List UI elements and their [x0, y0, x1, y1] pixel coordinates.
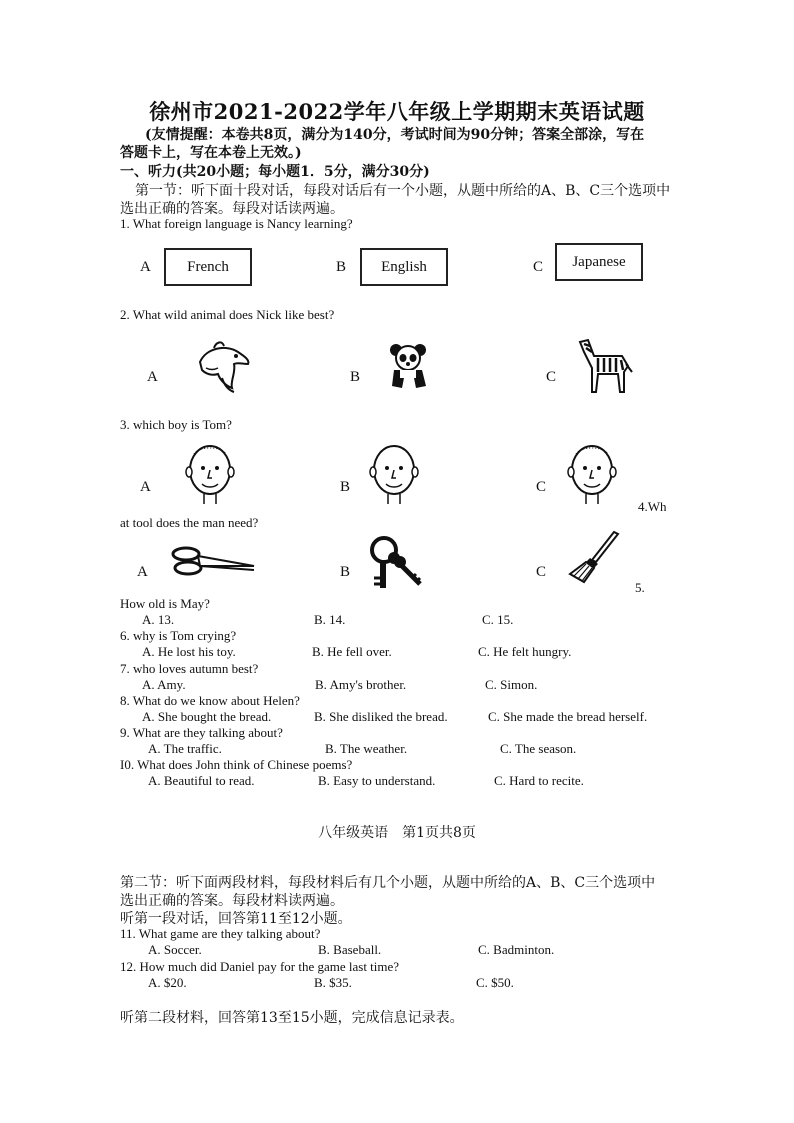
option-letter-c: C — [536, 564, 547, 580]
section2-instruction-2: 选出正确的答案。每段材料读两遍。 — [120, 893, 344, 909]
question-4: at tool does the man need? — [120, 515, 259, 530]
boy-face-icon — [184, 440, 236, 506]
part1-heading: 一、听力(共20小题；每小题1．5分，满分30分) — [120, 164, 430, 180]
q8-option-b: B. She disliked the bread. — [314, 709, 448, 724]
q10-option-c: C. Hard to recite. — [494, 773, 584, 788]
question-8: 8. What do we know about Helen? — [120, 693, 300, 708]
q6-option-a: A. He lost his toy. — [142, 644, 236, 659]
question-5: How old is May? — [120, 596, 210, 611]
question-4-prefix: 4.Wh — [638, 499, 667, 514]
option-box-english: English — [360, 248, 448, 286]
q9-option-c: C. The season. — [500, 741, 577, 756]
page-footer: 八年级英语 第1页共8页 — [318, 825, 476, 841]
question-5-prefix: 5. — [635, 580, 645, 595]
q5-option-a: A. 13. — [142, 612, 175, 627]
question-3: 3. which boy is Tom? — [120, 417, 232, 432]
q7-option-b: B. Amy's brother. — [315, 677, 407, 692]
q8-option-c: C. She made the bread herself. — [488, 709, 648, 724]
q12-option-b: B. $35. — [314, 975, 352, 990]
option-box-french: French — [164, 248, 252, 286]
q6-option-c: C. He felt hungry. — [478, 644, 572, 659]
option-letter-c: C — [533, 259, 544, 275]
q11-option-a: A. Soccer. — [148, 942, 202, 957]
keys-icon — [368, 534, 424, 592]
option-letter-b: B — [340, 479, 351, 495]
question-7: 7. who loves autumn best? — [120, 661, 259, 676]
question-2: 2. What wild animal does Nick like best? — [120, 307, 335, 322]
section2-first-instruction: 听第一段对话，回答第11至12小题。 — [120, 911, 352, 927]
q5-option-c: C. 15. — [482, 612, 514, 627]
q7-option-c: C. Simon. — [485, 677, 538, 692]
page-title: 徐州市2021-2022学年八年级上学期期末英语试题 — [149, 99, 645, 124]
q8-option-a: A. She bought the bread. — [142, 709, 272, 724]
q11-option-b: B. Baseball. — [318, 942, 382, 957]
question-12: 12. How much did Daniel pay for the game last time? — [120, 959, 400, 974]
q9-option-a: A. The traffic. — [148, 741, 222, 756]
option-letter-b: B — [336, 259, 347, 275]
q7-option-a: A. Amy. — [142, 677, 186, 692]
option-letter-a: A — [147, 369, 158, 385]
section2-instruction-1: 第二节：听下面两段材料，每段材料后有几个小题，从题中所给的A、B、C三个选项中 — [120, 875, 656, 891]
section1-instruction-1: 第一节：听下面十段对话，每段对话后有一个小题，从题中所给的A、B、C三个选项中 — [135, 183, 671, 199]
paintbrush-icon — [566, 528, 620, 586]
boy-face-icon — [566, 440, 618, 506]
option-letter-a: A — [140, 259, 151, 275]
dolphin-icon — [192, 338, 252, 394]
scissors-icon — [170, 544, 256, 578]
option-letter-c: C — [536, 479, 547, 495]
zebra-icon — [574, 336, 634, 394]
q11-option-c: C. Badminton. — [478, 942, 555, 957]
option-letter-b: B — [350, 369, 361, 385]
option-letter-b: B — [340, 564, 351, 580]
option-letter-a: A — [140, 479, 151, 495]
option-box-japanese: Japanese — [555, 243, 643, 281]
q9-option-b: B. The weather. — [325, 741, 408, 756]
question-9: 9. What are they talking about? — [120, 725, 283, 740]
q12-option-c: C. $50. — [476, 975, 514, 990]
option-letter-a: A — [137, 564, 148, 580]
option-letter-c: C — [546, 369, 557, 385]
q10-option-a: A. Beautiful to read. — [148, 773, 255, 788]
q6-option-b: B. He fell over. — [312, 644, 392, 659]
notice-line-2: 答题卡上，写在本卷上无效。) — [120, 145, 302, 161]
question-6: 6. why is Tom crying? — [120, 628, 237, 643]
boy-face-icon — [368, 440, 420, 506]
question-11: 11. What game are they talking about? — [120, 926, 321, 941]
q5-option-b: B. 14. — [314, 612, 346, 627]
panda-icon — [388, 342, 430, 390]
section1-instruction-2: 选出正确的答案。每段对话读两遍。 — [120, 201, 344, 217]
question-10: I0. What does John think of Chinese poems? — [120, 757, 353, 772]
notice-line-1: (友情提醒：本卷共8页，满分为140分，考试时间为90分钟；答案全部涂，写在 — [145, 127, 645, 143]
q12-option-a: A. $20. — [148, 975, 187, 990]
question-1: 1. What foreign language is Nancy learning? — [120, 216, 353, 231]
q10-option-b: B. Easy to understand. — [318, 773, 436, 788]
section2-second-instruction: 听第二段材料，回答第13至15小题，完成信息记录表。 — [120, 1010, 464, 1026]
